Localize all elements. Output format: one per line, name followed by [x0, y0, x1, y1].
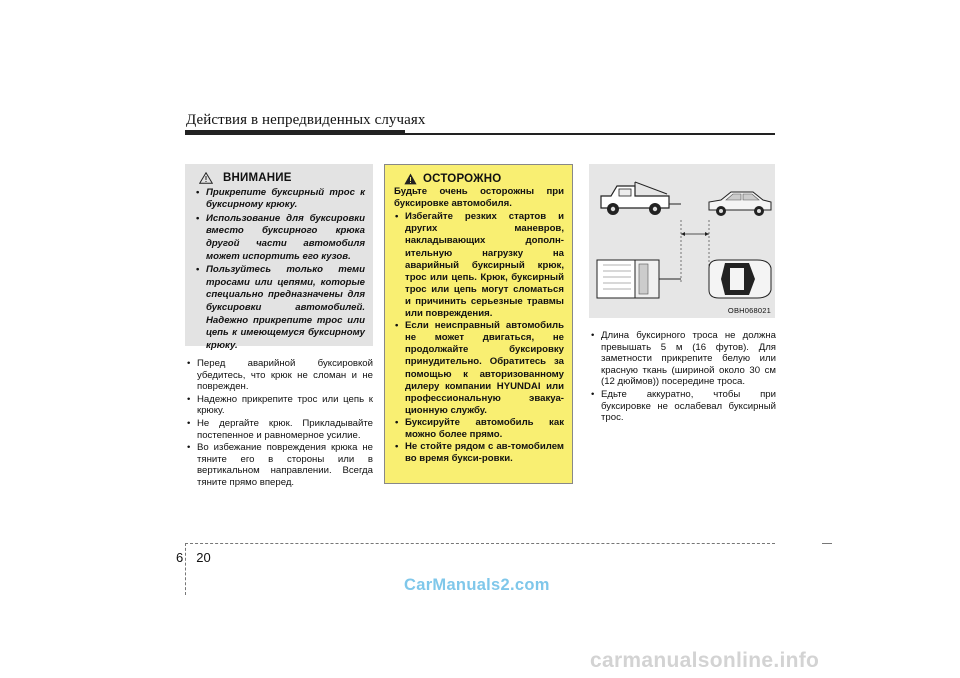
header-rule [185, 133, 775, 135]
warning-item: • Буксируйте автомобиль как можно более прямо. [394, 417, 564, 441]
towed-car-side [709, 192, 771, 216]
distance-marker [681, 220, 709, 282]
warning-triangle-outline-icon [199, 172, 213, 184]
list-item: • Не дергайте крюк. Прикладывайте постепенное и равномерное усилие. [185, 418, 373, 441]
footer-rule [185, 543, 775, 544]
towing-diagram [589, 164, 775, 318]
notice-item: • Пользуйтесь только теми тросами или цепями, которые специально предназначены для буксировки автомобилей. Надежно прикрепите трос или цепь к имеющемуся буксирному крюку. [193, 264, 365, 352]
list-item: • Едьте аккуратно, чтобы при буксировке не ослабевал буксирный трос. [589, 389, 776, 424]
page-number [176, 550, 211, 566]
notice-item: • Использование для буксировки вместо буксирного крюка другой части автомобиля может испортить его кузов. [193, 213, 365, 263]
watermark-link[interactable]: CarManuals2.com [404, 576, 550, 594]
page-number-value: 20 [196, 550, 211, 565]
warning-triangle-filled-icon [404, 173, 417, 185]
warning-box [384, 164, 573, 484]
figure-code: OBH068021 [727, 306, 771, 315]
footer-rule-end [822, 543, 832, 544]
warning-item: • Если неисправный автомобиль не может двигаться, не продолжайте буксировку принудительно. Обратитесь за помощью к авторизованному дилеру компании HYUNDAI или профессиональную эвакуа-ционную службу. [394, 320, 564, 417]
chapter-number: 6 [176, 550, 184, 565]
left-column-text [185, 358, 373, 490]
notice-item: • Прикрепите буксирный трос к буксирному крюку. [193, 187, 365, 212]
right-bullet-list [589, 330, 776, 424]
right-column-text [589, 330, 776, 425]
notice-header [199, 172, 365, 185]
notice-title: ВНИМАНИЕ [223, 172, 292, 184]
list-item: • Во избежание повреждения крюка не тяните его в стороны или в вертикальном направлении. Всегда тяните прямо вперед. [185, 442, 373, 488]
warning-title: ОСТОРОЖНО [423, 173, 502, 185]
left-bullet-list [185, 358, 373, 489]
towing-illustration [589, 164, 775, 318]
list-item: • Перед аварийной буксировкой убедитесь, что крюк не сломан и не поврежден. [185, 358, 373, 393]
warning-list [394, 211, 564, 465]
tow-truck-side [601, 182, 681, 215]
notice-box [185, 164, 373, 351]
section-title: Действия в непредвиденных случаях [186, 112, 426, 128]
site-footer-watermark: carmanualsonline.info [590, 649, 820, 672]
tow-truck-top [597, 260, 681, 298]
warning-item: • Не стойте рядом с ав-томобилем во время букси-ровки. [394, 441, 564, 465]
list-item: • Длина буксирного троса не должна превышать 5 м (16 футов). Для заметности прикрепите белую или красную ткань (шириной около 30 см (12 дюймов)) посередине троса. [589, 330, 776, 388]
warning-header [404, 173, 564, 185]
list-item: • Надежно прикрепите трос или цепь к крюку. [185, 394, 373, 417]
warning-intro: Будьте очень осторожны при буксировке автомобиля. [394, 186, 564, 210]
warning-item: • Избегайте резких стартов и других маневров, накладывающих дополн-ительную нагрузку на аварийный буксирный крюк, трос или цепь. Крюк, буксирный трос или цепь могут сломаться и причинить серьезные травмы или повреждения. [394, 211, 564, 320]
towed-car-top [709, 260, 771, 298]
notice-list [193, 187, 365, 353]
